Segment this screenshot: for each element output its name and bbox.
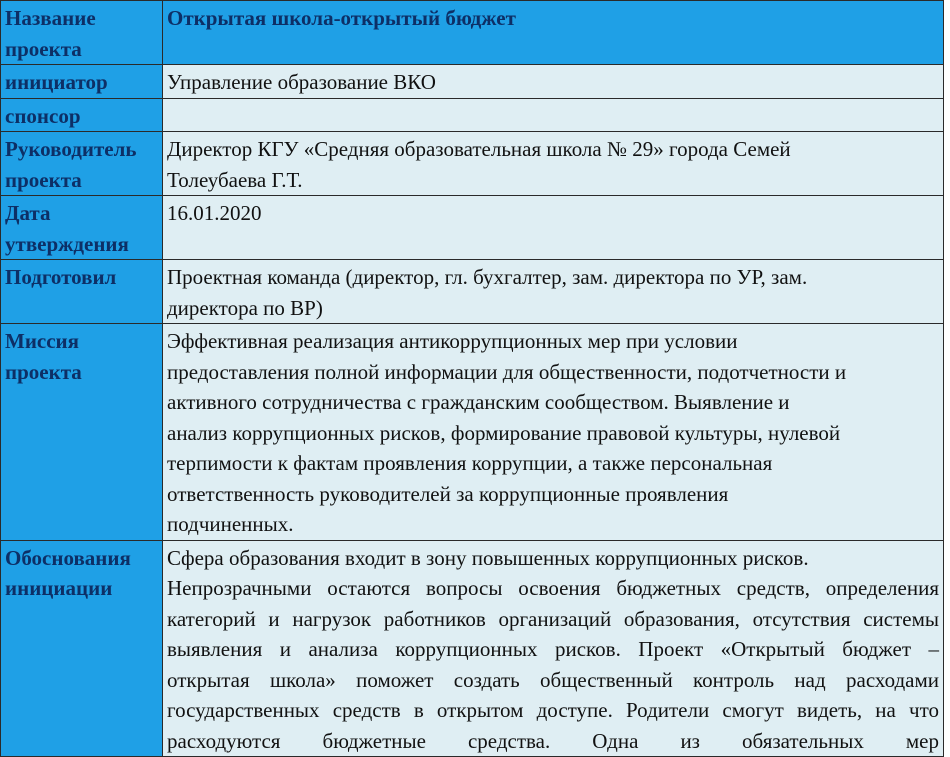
project-title: Открытая школа-открытый бюджет [167, 6, 516, 30]
value-line: расходуются бюджетные средства. Одна из обязательных мер [167, 728, 939, 753]
label-line: Название [5, 6, 96, 30]
value-project-name [163, 1, 944, 65]
value-line: директора по ВР) [167, 295, 323, 320]
label-leader [1, 132, 163, 196]
label-line: инициатор [5, 70, 108, 94]
label-prepared-by [1, 260, 163, 324]
value-justification [163, 540, 944, 757]
row-initiator [1, 65, 944, 99]
label-line: проекта [5, 36, 82, 61]
label-approval-date [1, 196, 163, 260]
label-line: проекта [5, 359, 82, 384]
value-initiator [163, 65, 944, 99]
value-line: категорий и нагрузок работников организаций образования, отсутствия системы [167, 606, 939, 631]
value-line: терпимости к фактам проявления коррупции, а также персональная [167, 451, 773, 475]
value-line: анализ коррупционных рисков, формирование правовой культуры, нулевой [167, 420, 841, 445]
value-line: Толеубаева Г.Т. [167, 167, 303, 192]
row-sponsor [1, 98, 944, 132]
label-line: утверждения [5, 231, 129, 256]
label-line: Миссия [5, 329, 80, 353]
label-line: Подготовил [5, 265, 117, 289]
value-prepared-by [163, 260, 944, 324]
value-line: Директор КГУ «Средняя образовательная школа № 29» города Семей [167, 137, 791, 161]
value-line: Сфера образования входит в зону повышенных коррупционных рисков. [167, 545, 809, 570]
value-approval-date [163, 196, 944, 260]
row-mission [1, 324, 944, 541]
row-justification [1, 540, 944, 757]
label-line: проекта [5, 167, 82, 192]
value-line: открытая школа» поможет создать общественный контроль над расходами [167, 667, 939, 692]
value-line: ответственность руководителей за коррупционные проявления [167, 481, 729, 506]
row-prepared-by [1, 260, 944, 324]
value-line: активного сотрудничества с гражданским сообществом. Выявление и [167, 390, 790, 414]
label-line: Обоснования [5, 545, 131, 570]
value-line: Управление образование ВКО [167, 70, 436, 94]
row-project-name [1, 1, 944, 65]
label-line: спонсор [5, 103, 81, 128]
value-line: Непрозрачными остаются вопросы освоения бюджетных средств, определения [167, 576, 939, 600]
label-justification [1, 540, 163, 757]
label-sponsor [1, 98, 163, 132]
value-line: государственных средств в открытом доступе. Родители смогут видеть, на что [167, 698, 939, 722]
value-line: выявления и анализа коррупционных рисков. Проект «Открытый бюджет – [167, 637, 939, 661]
value-line: 16.01.2020 [167, 201, 262, 225]
label-line: Дата [5, 201, 51, 225]
value-mission [163, 324, 944, 541]
row-leader [1, 132, 944, 196]
value-sponsor [163, 98, 944, 132]
value-leader [163, 132, 944, 196]
value-line: Проектная команда (директор, гл. бухгалтер, зам. директора по УР, зам. [167, 265, 808, 289]
row-approval-date [1, 196, 944, 260]
label-initiator [1, 65, 163, 99]
label-line: Руководитель [5, 137, 137, 161]
value-line: Эффективная реализация антикоррупционных мер при условии [167, 329, 738, 353]
label-mission [1, 324, 163, 541]
value-line: предоставления полной информации для общественности, подотчетности и [167, 359, 847, 384]
value-line: подчиненных. [167, 512, 294, 536]
label-project-name [1, 1, 163, 65]
label-line: инициации [5, 576, 113, 600]
